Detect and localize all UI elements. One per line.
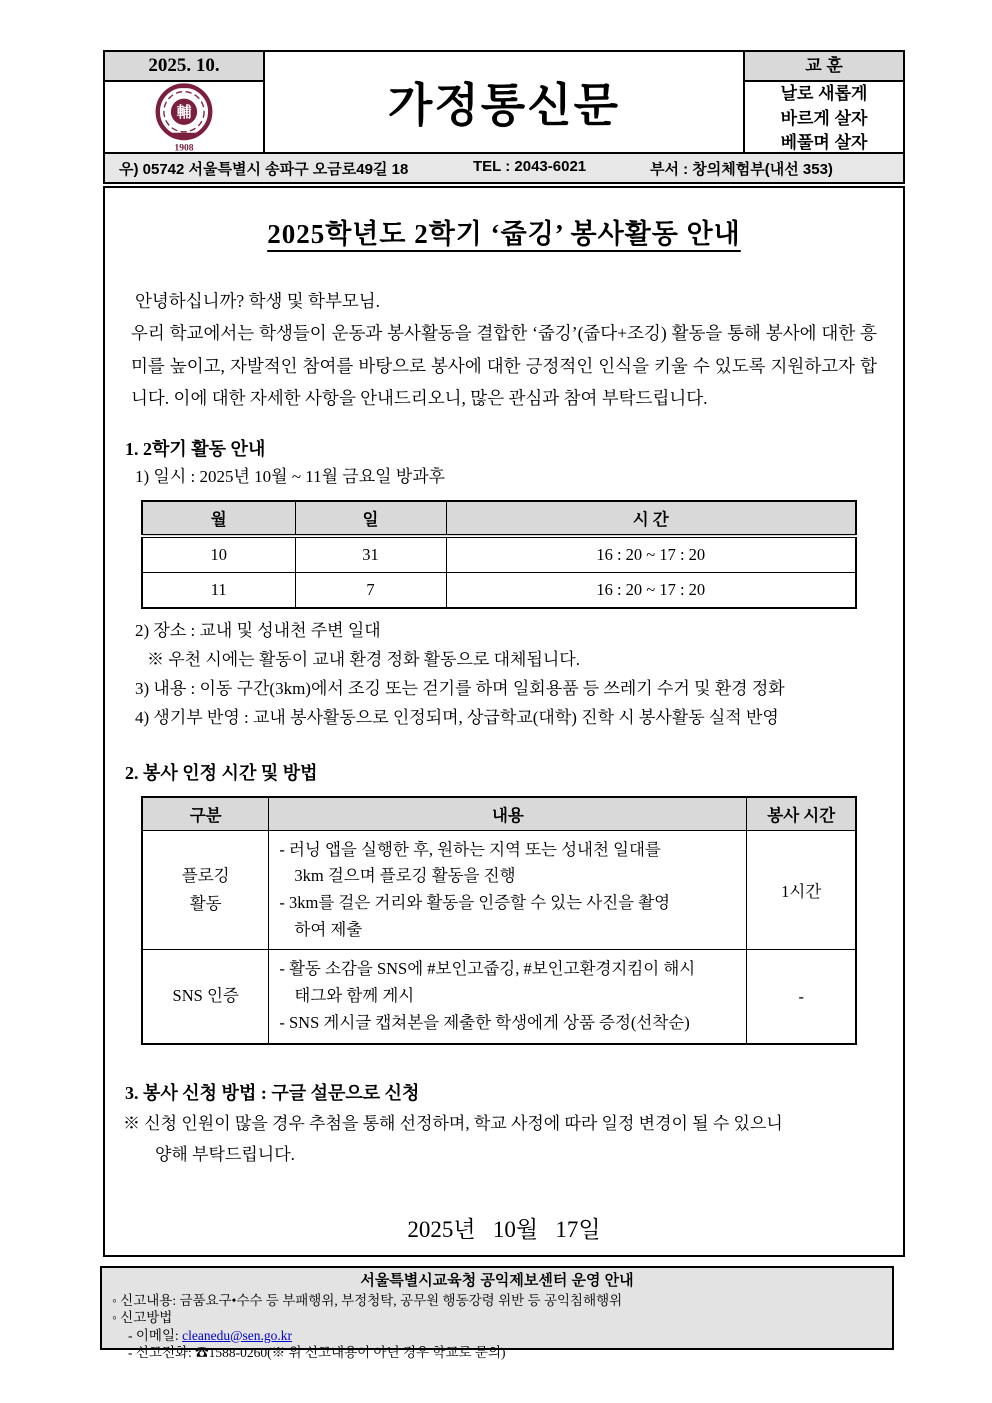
table-row [142,573,856,609]
motto-title: 교 훈 [745,52,903,82]
document-title: 2025학년도 2학기 ‘줍깅’ 봉사활동 안내 [267,219,741,249]
content-line: - 러닝 앱을 실행한 후, 원하는 지역 또는 성내천 일대를 [279,839,661,859]
email-label: - 이메일: [128,1327,183,1343]
intro-paragraph: 우리 학교에서는 학생들이 운동과 봉사활동을 결합한 ‘줍깅’(줍다+조깅) 활동을 통해 봉사에 대한 흥미를 높이고, 자발적인 참여를 바탕으로 봉사에 대한 긍정적인 인식을 키울 수 있도록 지원하고자 합니다. 이에 대한 자세한 사항을 안내드리오니, 많은 관심과 참여 부탁드립니다. [131,323,877,409]
content-line: 3km 걸으며 플로깅 활동을 진행 [294,866,516,886]
schedule-time: 16 : 20 ~ 17 : 20 [446,573,856,609]
schedule-header-row [142,501,856,536]
section1-note-rain: ※ 우천 시에는 활동이 교내 환경 정화 활동으로 대체됩니다. [147,650,580,670]
emblem-char: 輔 [176,105,192,121]
motto-line: 바르게 살자 [780,108,868,128]
schedule-month: 10 [142,536,295,573]
section1-item-datetime: 1) 일시 : 2025년 10월 ~ 11월 금요일 방과후 [135,467,446,487]
category-line: 플로깅 [181,865,230,885]
table-row [142,950,856,1044]
schedule-month: 11 [142,573,295,609]
newsletter-title: 가정통신문 [387,79,621,131]
greeting-line: 안녕하십니까? 학생 및 학부모님. [135,291,381,311]
content-line: 하여 제출 [294,919,363,939]
footer-phone-line: - 신고전화: ☎1588-0260(※ 위 신고내용이 아닌 경우 학교로 문의) [128,1344,506,1360]
motto-line: 베풀며 살자 [780,133,868,153]
section1-item-record: 4) 생기부 반영 : 교내 봉사활동으로 인정되며, 상급학교(대학) 진학 시 봉사활동 실적 반영 [135,707,779,727]
content-line: 태그와 함께 게시 [294,986,415,1006]
section1-item-place: 2) 장소 : 교내 및 성내천 주변 일대 [135,621,381,641]
section1-heading: 1. 2학기 활동 안내 [125,438,266,459]
table-row [142,830,856,950]
schedule-day: 31 [295,536,446,573]
school-emblem-svg [140,82,228,152]
whistleblower-notice [100,1266,894,1360]
emblem-year: 1908 [174,142,194,152]
recognition-col-content: 내용 [269,797,747,831]
issue-date: 2025. 10. [105,52,263,82]
recognition-col-hours: 봉사 시간 [747,797,856,831]
closing-date: 2025년 10월 17일 [407,1216,601,1242]
motto-lines [745,82,903,156]
school-tel: TEL : 2043-6021 [473,158,587,175]
schedule-day: 7 [295,573,446,609]
school-info-bar [103,152,905,184]
recognition-table [141,796,857,1045]
category-line: 활동 [189,893,222,913]
table-row [142,536,856,573]
letter-body [103,186,905,1257]
section3-note-line2: 양해 부탁드립니다. [155,1144,295,1164]
school-address: 우) 05742 서울특별시 송파구 오금로49길 18 [119,161,409,178]
category-line: SNS 인증 [172,986,239,1006]
content-line: - 활동 소감을 SNS에 #보인고줍깅, #보인고환경지킴이 해시 [279,959,696,979]
header-right-cell [745,52,903,152]
header-center-cell [265,52,745,152]
recognition-category [142,830,269,950]
schedule-col-month: 월 [142,501,295,536]
header [103,50,905,154]
recognition-category [142,950,269,1044]
school-dept: 부서 : 창의체험부(내선 353) [650,161,833,178]
footer-report-method: ◦ 신고방법 [112,1310,173,1326]
recognition-header-row [142,797,856,831]
section3-heading: 3. 봉사 신청 방법 : 구글 설문으로 신청 [125,1082,420,1103]
schedule-table [141,500,857,609]
recognition-content [269,950,747,1044]
recognition-hours: - [747,950,856,1044]
schedule-time: 16 : 20 ~ 17 : 20 [446,536,856,573]
footer-report-content: ◦ 신고내용: 금품요구•수수 등 부패행위, 부정청탁, 공무원 행동강령 위반 등 공익침해행위 [112,1293,623,1309]
schedule-col-time: 시 간 [446,501,856,536]
school-emblem-icon [105,82,263,152]
footer-title: 서울특별시교육청 공익제보센터 운영 안내 [360,1272,634,1289]
email-link[interactable]: cleanedu@sen.go.kr [182,1327,293,1343]
content-line: - SNS 게시글 캡쳐본을 제출한 학생에게 상품 증정(선착순) [279,1012,690,1032]
footer-email-line [112,1327,882,1344]
recognition-hours: 1시간 [747,830,856,950]
header-left-cell [105,52,265,152]
schedule-col-day: 일 [295,501,446,536]
recognition-col-category: 구분 [142,797,269,831]
section2-heading: 2. 봉사 인정 시간 및 방법 [125,762,318,783]
motto-line: 날로 새롭게 [780,84,868,103]
section1-item-content: 3) 내용 : 이동 구간(3km)에서 조깅 또는 걷기를 하며 일회용품 등 쓰레기 수거 및 환경 정화 [135,678,785,698]
section3-note-line1: ※ 신청 인원이 많을 경우 추첨을 통해 선정하며, 학교 사정에 따라 일정 변경이 될 수 있으니 [123,1114,783,1134]
content-line: - 3km를 걸은 거리와 활동을 인증할 수 있는 사진을 촬영 [279,892,671,912]
recognition-content [269,830,747,950]
